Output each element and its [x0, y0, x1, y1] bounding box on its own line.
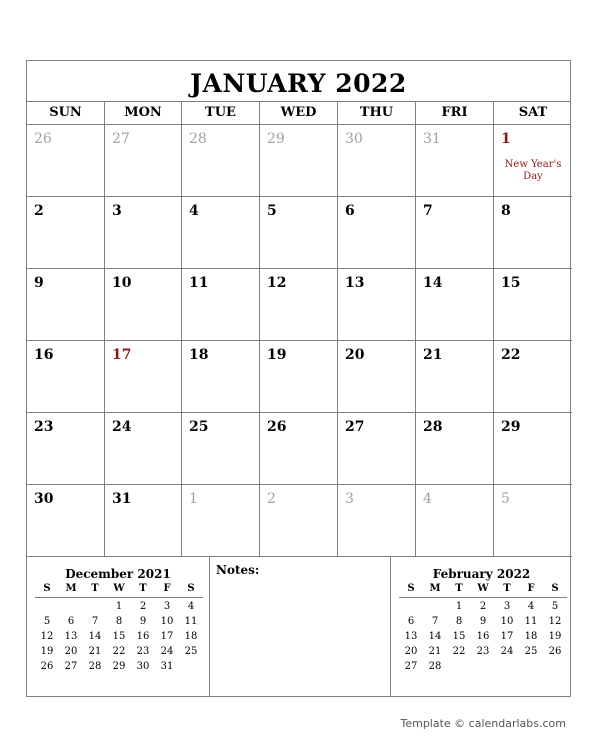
mini-calendar-title: December 2021 — [65, 567, 171, 581]
mini-day: 14 — [88, 631, 102, 642]
day-number: 2 — [34, 203, 44, 219]
mini-day: 5 — [551, 601, 559, 612]
day-number: 10 — [112, 275, 132, 291]
mini-day: 6 — [407, 616, 415, 627]
day-cell[interactable] — [338, 413, 416, 485]
mini-day: 8 — [115, 616, 123, 627]
day-number: 28 — [423, 419, 443, 435]
day-cell[interactable] — [416, 485, 494, 557]
weekday-label: FRI — [416, 102, 494, 124]
mini-calendar-december — [27, 557, 209, 696]
day-cell[interactable] — [27, 269, 105, 341]
day-number: 8 — [501, 203, 511, 219]
mini-day: 13 — [64, 631, 78, 642]
day-cell[interactable] — [338, 269, 416, 341]
mini-weekday-row — [35, 583, 203, 598]
day-number: 13 — [345, 275, 365, 291]
mini-day: 7 — [431, 616, 439, 627]
mini-weekday-label: S — [551, 583, 559, 594]
weekday-label: TUE — [182, 102, 260, 124]
weekday-header-row — [27, 101, 570, 125]
day-cell[interactable] — [105, 485, 182, 557]
day-number: 20 — [345, 347, 365, 363]
day-cell[interactable] — [105, 341, 182, 413]
mini-weekday-label: W — [477, 583, 489, 594]
mini-day: 29 — [112, 661, 126, 672]
day-number: 6 — [345, 203, 355, 219]
day-cell[interactable] — [494, 341, 572, 413]
mini-day: 17 — [500, 631, 514, 642]
mini-weekday-label: M — [429, 583, 441, 594]
day-cell[interactable] — [260, 125, 338, 197]
day-cell[interactable] — [260, 485, 338, 557]
bottom-section — [27, 557, 570, 696]
day-number: 27 — [345, 419, 365, 435]
mini-calendar-february — [391, 557, 572, 696]
mini-weekday-label: S — [187, 583, 195, 594]
mini-day: 21 — [88, 646, 102, 657]
mini-weekday-label: S — [407, 583, 415, 594]
day-number: 4 — [423, 491, 432, 507]
mini-day: 22 — [452, 646, 466, 657]
mini-day: 13 — [404, 631, 418, 642]
day-number: 29 — [267, 131, 285, 147]
day-number: 29 — [501, 419, 521, 435]
mini-day: 7 — [91, 616, 99, 627]
day-cell[interactable] — [260, 269, 338, 341]
mini-day: 5 — [43, 616, 51, 627]
day-number: 30 — [345, 131, 363, 147]
mini-day: 9 — [139, 616, 147, 627]
mini-day: 6 — [67, 616, 75, 627]
mini-day: 25 — [524, 646, 538, 657]
day-number: 21 — [423, 347, 443, 363]
mini-day: 22 — [112, 646, 126, 657]
mini-weekday-label: M — [65, 583, 77, 594]
day-number: 14 — [423, 275, 443, 291]
day-cell[interactable] — [338, 125, 416, 197]
mini-day: 9 — [479, 616, 487, 627]
day-cell[interactable] — [182, 341, 260, 413]
day-number: 12 — [267, 275, 287, 291]
day-cell[interactable] — [27, 197, 105, 269]
calendar-frame — [26, 60, 571, 697]
day-cell[interactable] — [27, 485, 105, 557]
mini-day: 26 — [40, 661, 54, 672]
mini-day: 17 — [160, 631, 174, 642]
day-cell[interactable] — [182, 485, 260, 557]
holiday-label: New Year's Day — [504, 159, 562, 182]
day-number: 9 — [34, 275, 44, 291]
mini-weekday-row — [399, 583, 567, 598]
weekday-label: WED — [260, 102, 338, 124]
day-cell[interactable] — [260, 341, 338, 413]
day-cell[interactable] — [27, 125, 105, 197]
mini-day: 1 — [455, 601, 463, 612]
day-cell[interactable] — [105, 413, 182, 485]
mini-day: 31 — [160, 661, 174, 672]
mini-weekday-label: S — [43, 583, 51, 594]
mini-day: 18 — [524, 631, 538, 642]
day-number: 18 — [189, 347, 209, 363]
day-number: 3 — [112, 203, 122, 219]
mini-day: 11 — [184, 616, 198, 627]
day-cell[interactable] — [494, 269, 572, 341]
day-number: 31 — [423, 131, 441, 147]
mini-day: 19 — [40, 646, 54, 657]
mini-day: 28 — [428, 661, 442, 672]
weekday-label: MON — [105, 102, 182, 124]
mini-day: 4 — [527, 601, 535, 612]
mini-weekday-label: T — [503, 583, 511, 594]
mini-day: 23 — [476, 646, 490, 657]
mini-day: 20 — [64, 646, 78, 657]
day-cell[interactable] — [182, 269, 260, 341]
mini-day: 11 — [524, 616, 538, 627]
day-number: 26 — [267, 419, 287, 435]
day-number: 1 — [501, 131, 511, 147]
day-cell[interactable] — [494, 413, 572, 485]
day-cell[interactable] — [416, 197, 494, 269]
mini-day: 12 — [40, 631, 54, 642]
day-cell[interactable] — [494, 485, 572, 557]
weekday-label: SUN — [27, 102, 105, 124]
mini-weekday-label: T — [91, 583, 99, 594]
mini-day: 20 — [404, 646, 418, 657]
day-number: 31 — [112, 491, 132, 507]
mini-day: 26 — [548, 646, 562, 657]
mini-day: 4 — [187, 601, 195, 612]
mini-day: 2 — [139, 601, 147, 612]
mini-day: 2 — [479, 601, 487, 612]
mini-day: 10 — [500, 616, 514, 627]
day-cell[interactable] — [182, 413, 260, 485]
mini-day: 16 — [136, 631, 150, 642]
weekday-label: THU — [338, 102, 416, 124]
month-title: JANUARY 2022 — [190, 69, 407, 98]
mini-weekday-label: F — [527, 583, 535, 594]
mini-day: 27 — [404, 661, 418, 672]
day-number: 1 — [189, 491, 198, 507]
mini-day: 1 — [115, 601, 123, 612]
day-cell[interactable] — [182, 197, 260, 269]
mini-day: 8 — [455, 616, 463, 627]
mini-day: 16 — [476, 631, 490, 642]
mini-weekday-label: W — [113, 583, 125, 594]
day-number: 19 — [267, 347, 287, 363]
notes-label: Notes: — [216, 563, 260, 577]
day-cell[interactable] — [416, 413, 494, 485]
mini-day: 21 — [428, 646, 442, 657]
mini-weekday-label: T — [455, 583, 463, 594]
day-number: 3 — [345, 491, 354, 507]
weekday-label: SAT — [518, 105, 548, 120]
day-cell[interactable] — [260, 413, 338, 485]
mini-day: 14 — [428, 631, 442, 642]
mini-day: 25 — [184, 646, 198, 657]
day-number: 4 — [189, 203, 199, 219]
day-cell[interactable] — [494, 125, 572, 197]
mini-day: 30 — [136, 661, 150, 672]
day-cell[interactable] — [105, 125, 182, 197]
day-number: 23 — [34, 419, 54, 435]
day-number: 5 — [267, 203, 277, 219]
day-number: 24 — [112, 419, 132, 435]
mini-weekday-label: T — [139, 583, 147, 594]
day-cell[interactable] — [27, 413, 105, 485]
mini-day: 19 — [548, 631, 562, 642]
day-number: 15 — [501, 275, 521, 291]
mini-day: 24 — [160, 646, 174, 657]
day-cell[interactable] — [260, 197, 338, 269]
month-grid — [27, 125, 570, 557]
day-cell[interactable] — [182, 125, 260, 197]
day-number: 28 — [189, 131, 207, 147]
day-number: 16 — [34, 347, 54, 363]
mini-day: 27 — [64, 661, 78, 672]
mini-day: 15 — [112, 631, 126, 642]
mini-day: 23 — [136, 646, 150, 657]
day-number: 7 — [423, 203, 433, 219]
mini-day: 15 — [452, 631, 466, 642]
day-cell[interactable] — [27, 341, 105, 413]
day-cell[interactable] — [338, 485, 416, 557]
day-number: 2 — [267, 491, 276, 507]
footer-credit: Template © calendarlabs.com — [400, 717, 566, 730]
mini-day: 18 — [184, 631, 198, 642]
day-number: 26 — [34, 131, 52, 147]
mini-weekday-label: F — [163, 583, 171, 594]
day-cell[interactable] — [416, 269, 494, 341]
day-number: 5 — [501, 491, 510, 507]
day-number: 25 — [189, 419, 209, 435]
day-number: 30 — [34, 491, 54, 507]
mini-day: 28 — [88, 661, 102, 672]
day-cell[interactable] — [105, 269, 182, 341]
day-cell[interactable] — [105, 197, 182, 269]
day-number: 11 — [189, 275, 209, 291]
day-number: 17 — [112, 347, 132, 363]
day-number: 27 — [112, 131, 130, 147]
day-cell[interactable] — [494, 197, 572, 269]
day-cell[interactable] — [338, 341, 416, 413]
notes-area[interactable] — [209, 557, 391, 696]
day-cell[interactable] — [338, 197, 416, 269]
mini-day: 3 — [163, 601, 171, 612]
day-number: 22 — [501, 347, 521, 363]
mini-day: 12 — [548, 616, 562, 627]
mini-calendar-title: February 2022 — [432, 567, 531, 581]
mini-day: 10 — [160, 616, 174, 627]
mini-day: 24 — [500, 646, 514, 657]
day-cell[interactable] — [416, 341, 494, 413]
day-cell[interactable] — [416, 125, 494, 197]
mini-day: 3 — [503, 601, 511, 612]
